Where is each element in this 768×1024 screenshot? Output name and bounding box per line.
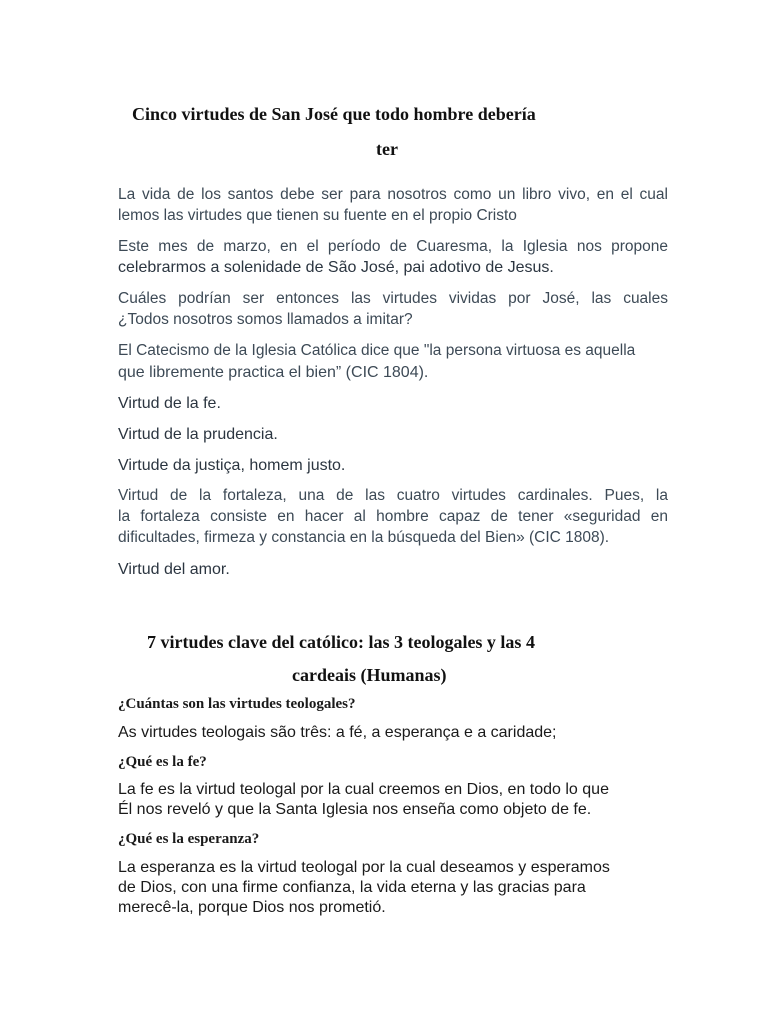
document-title-line-1: Cinco virtudes de San José que todo hombre debería (132, 104, 536, 124)
answer-2-line-2: Él nos reveló y que la Santa Iglesia nos enseña como objeto de fe. (118, 801, 592, 818)
section-title-line-2: cardeais (Humanas) (292, 665, 447, 685)
paragraph-5-line-2: la fortaleza consiste en hacer al hombre capaz de tener «seguridad en (118, 508, 668, 525)
virtue-justice: Virtude da justiça, homem justo. (118, 457, 346, 474)
document-title-line-2: ter (376, 139, 398, 159)
virtue-faith: Virtud de la fe. (118, 395, 221, 412)
paragraph-4-line-2: que libremente practica el bien” (CIC 1804). (118, 364, 429, 381)
answer-1: As virtudes teologais são três: a fé, a esperança e a caridade; (118, 724, 557, 741)
paragraph-2-line-1: Este mes de marzo, en el período de Cuaresma, la Iglesia nos propone (118, 238, 668, 255)
question-2-heading: ¿Qué es la fe? (118, 754, 207, 770)
paragraph-1-line-2: lemos las virtudes que tienen su fuente en el propio Cristo (118, 207, 517, 224)
virtue-prudence: Virtud de la prudencia. (118, 426, 278, 443)
paragraph-4-line-1: El Catecismo de la Iglesia Católica dice que "la persona virtuosa es aquella (118, 342, 636, 359)
answer-3-line-1: La esperanza es la virtud teologal por la cual deseamos y esperamos (118, 859, 610, 876)
answer-2-line-1: La fe es la virtud teologal por la cual creemos en Dios, en todo lo que (118, 781, 609, 798)
section-title-line-1: 7 virtudes clave del católico: las 3 teologales y las 4 (147, 632, 535, 652)
paragraph-3-line-2: ¿Todos nosotros somos llamados a imitar? (118, 311, 413, 328)
question-3-heading: ¿Qué es la esperanza? (118, 831, 260, 847)
paragraph-5-line-1: Virtud de la fortaleza, una de las cuatro virtudes cardinales. Pues, la (118, 487, 668, 504)
paragraph-1-line-1: La vida de los santos debe ser para nosotros como un libro vivo, en el cual (118, 186, 668, 203)
virtue-love: Virtud del amor. (118, 561, 230, 578)
paragraph-3-line-1: Cuáles podrían ser entonces las virtudes vividas por José, las cuales (118, 290, 668, 307)
answer-3-line-2: de Dios, con una firme confianza, la vida eterna y las gracias para (118, 879, 586, 896)
answer-3-line-3: merecê-la, porque Dios nos prometió. (118, 899, 386, 916)
paragraph-5-line-3: dificultades, firmeza y constancia en la búsqueda del Bien» (CIC 1808). (118, 529, 610, 546)
question-1-heading: ¿Cuántas son las virtudes teologales? (118, 696, 356, 712)
paragraph-2-line-2: celebrarmos a solenidade de São José, pai adotivo de Jesus. (118, 259, 554, 276)
